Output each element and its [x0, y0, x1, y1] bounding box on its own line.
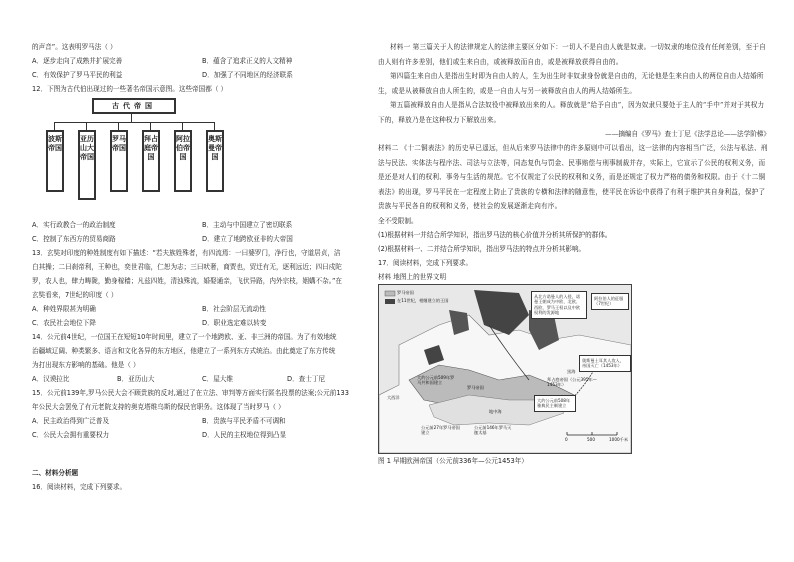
diagram-connector: [118, 122, 119, 130]
q11-option-a[interactable]: A．逐步走向了成熟并扩展完善: [32, 57, 123, 65]
empire-diagram: [40, 96, 260, 218]
material2-paragraph: 材料二 《十二铜表法》的历史早已遥远，但从后来罗马法律中的许多原则中可以看出，这一法律的内容相当广泛，公法与私法、刑法与民法、实体法与程序法、司法与立法等，同态复仇与罚金、民事赔偿与刑事制裁并存，实际上，它宣示了公民的权利义务，而是还是对人们的权利、事务与生活的规范。它不仅规定了公民的权利和义务，而是还规定了权力严格的债务和权限。由于《十二铜表法》的出现，罗马平民在一定程度上防止了贵族的专横和法律的随意性，使平民在诉讼中获得了有利于维护其自身利益，保护了贵族与平民各自的权利和义务，使社会的发展逐渐走向有序。: [378, 144, 768, 210]
q12-options-row2: [32, 232, 382, 246]
diagram-connector: [182, 122, 183, 130]
q15-option-a[interactable]: A．民主政治得到广泛普及: [32, 417, 110, 425]
material1-paragraph: 材料一 第三篇关于人的法律规定人的法律主要区分如下：一切人不是自由人就是奴隶。一切奴隶的地位没有任何差别，至于自由人则有许多差别，他们或生来自由，或被释放而自由，或是被释放获得自由的。: [378, 43, 766, 66]
diagram-connector: [214, 122, 215, 130]
material1-paragraph: 第五篇被释放自由人是指从合法奴役中被释放出来的人。释放就是“给予自由”，因为奴隶只要处于主人的“手中”并对于其权力下的，释放乃是在这种权力下解放出来。: [378, 101, 765, 124]
q15-option-b[interactable]: B．贵族与平民矛盾不可调和: [202, 417, 286, 425]
q11-option-c[interactable]: C．有效保护了罗马平民的利益: [32, 71, 123, 79]
q12-stem: 12．下图为古代伯出现过的一些著名帝国示意图。这些帝国都（ ）: [32, 85, 228, 93]
material1-paragraph: 第四篇生来自由人是指出生时即为自由人的人，生为出生时非奴隶身份就是自由的，无论他是生来自由人的两位自由人结婚所生，或是从被释放自由人所生的，或是一自由人与另一被释放自由人的两人结婚所生。: [378, 72, 764, 95]
scale-label: 1000千米: [609, 436, 629, 442]
q13-options-row2: [32, 316, 382, 330]
q15-stem-line: 15．公元前139年,罗马公民大会不顾贵族的反对,通过了在立法、审判等方面实行匿名投票的法案;公元前133: [32, 389, 349, 397]
q16-subquestion-1: (1)根据材料一并结合所学知识，指出罗马法的核心价值并分析其所保护的群体。: [378, 230, 612, 239]
q11-option-b[interactable]: B．蕴含了追求正义的人文精神: [202, 57, 293, 65]
q14-stem-line: 为打出现东方影响的基础。他是（ ）: [32, 361, 140, 369]
map-legend-kingdoms: 在11世纪，相继建立的王国: [397, 297, 449, 303]
empire-box-alexander: 亚历山大帝国: [78, 130, 96, 200]
scale-label: 500: [587, 436, 595, 442]
q15-options-row1: [32, 414, 382, 428]
map-label: 大约公元前509年罗马共和国建立: [417, 374, 455, 385]
section-heading: 二、材料分析题: [32, 469, 79, 477]
map-legend-roman: 罗马帝国: [397, 289, 414, 295]
q14-option-c[interactable]: C．屋大维: [202, 375, 233, 383]
q15-options-row2: [32, 428, 382, 442]
q13-options-row1: [32, 302, 382, 316]
q12-option-c[interactable]: C．控制了东西方的贸易商路: [32, 235, 116, 243]
empire-box-arab: 阿拉伯帝国: [174, 130, 192, 192]
q12-option-d[interactable]: D．建立了地跨欧亚非的大帝国: [202, 235, 293, 243]
q11-option-d[interactable]: D．加强了不同地区的经济联系: [202, 71, 293, 79]
q15-option-d[interactable]: D．人民的主权地位得到凸显: [202, 431, 287, 439]
q15-stem-line: 年公民大会罢免了有元老院支持的奥克塔维乌斯的保民官职务。这体现了当时罗马（ ）: [32, 403, 285, 411]
diagram-connector: [54, 122, 55, 130]
q13-stem-line: 玄奘看来，7世纪的印度（ ）: [32, 291, 118, 299]
map-annotation-box: 大约公元前508年雅典民主制建立: [534, 395, 576, 412]
q12-option-b[interactable]: B．主动与中国建立了密切联系: [202, 221, 293, 229]
empire-box-byzantine: 拜占庭帝国: [142, 130, 160, 192]
q15-option-c[interactable]: C．公民大会拥有重要权力: [32, 431, 110, 439]
scale-label: 0: [565, 436, 568, 442]
material1-source: ——摘编自《罗马》查士丁尼《法学总论——法学阶梯》: [605, 130, 770, 138]
map-caption: 图 1 早期欧洲帝国（公元前336年—公元1453年）: [378, 456, 528, 465]
right-column: [378, 40, 770, 468]
q13-stem-line: 罗，农人也，肆力畴陇，勤身稼穑；凡兹四姓，清浊殊流，婚娶通亲，飞伏异路，内外宗枝，姻媾不杂。”在: [32, 277, 343, 285]
material2-last-line: 全不受限制。: [378, 216, 418, 225]
q12-options-row1: [32, 218, 382, 232]
q11-options-row2: [32, 68, 382, 82]
empire-box-rome: 罗马帝国: [110, 130, 128, 192]
map-label: 黑海: [567, 368, 576, 374]
map-label: 公元前27年罗马帝国建立: [421, 424, 460, 435]
left-column: [32, 40, 382, 494]
spacer: [32, 442, 382, 466]
q12-option-a[interactable]: A．实行政教合一的政治制度: [32, 221, 116, 229]
diagram-connector: [86, 122, 87, 130]
q17-stem: 17．阅读材料，完成下列要求。: [378, 258, 473, 267]
q14-stem-line: 治疆域辽阔、种类繁多、语言和文化各异的东方地区，他建立了一系列东方式统治。由此奠定了东方传统: [32, 347, 336, 355]
q14-option-a[interactable]: A．汉谟拉比: [32, 375, 70, 383]
diagram-connector: [131, 114, 132, 122]
diagram-connector: [54, 122, 214, 123]
map-annotation-box: 从北方诺曼人的入侵，诺曼王朝成为中欧、北欧、西欧、罗马王权以及中欧权利的发源地: [531, 291, 587, 319]
map-annotation-box: 阿拉伯人的征服（7世纪）: [591, 293, 629, 310]
empire-box-persia: 波斯帝国: [46, 130, 64, 192]
diagram-connector: [150, 122, 151, 130]
q11-stem-tail: 的声音”。这表明罗马法（ ）: [32, 43, 117, 51]
q14-options-row: [32, 372, 382, 386]
map-label: 公元前146年罗马灭迦太基: [474, 424, 512, 435]
historical-map: [378, 284, 632, 454]
map-label: 拜占庭帝国（公元395年—1453年）: [547, 376, 597, 387]
q11-options-row1: [32, 54, 382, 68]
q13-option-d[interactable]: D．职业选定难以转变: [202, 319, 267, 327]
map-label: 大西洋: [387, 394, 400, 400]
q13-option-b[interactable]: B．社会阶层无流动性: [202, 305, 266, 313]
q13-option-a[interactable]: A．种姓界限甚为明确: [32, 305, 96, 313]
q13-option-c[interactable]: C．农民社会地位下降: [32, 319, 96, 327]
diagram-root-box: 古代帝国: [92, 98, 176, 114]
q14-option-b[interactable]: B．亚历山大: [117, 375, 155, 383]
q13-stem-line: 白其操；二曰刹帝利，王种也，奕世君临，仁恕为志；三曰吠奢，商贾也，贸迁有无，逐利远近；四曰戍陀: [32, 263, 342, 271]
empire-box-ottoman: 奥斯曼帝国: [206, 130, 224, 192]
map-label: 罗马帝国: [467, 384, 484, 390]
map-annotation-box: 奥斯曼土耳其人攻入，帝国灭亡（1453年）: [579, 355, 631, 372]
map-title: 材料 地图上的世界文明: [378, 272, 447, 281]
q13-stem-line: 13．玄奘对印度的种姓制度有如下描述：“若夫族姓殊者，有四流焉：一曰婆罗门，净行也，守道居贞，洁: [32, 249, 341, 257]
q16-stem: 16．阅读材料，完成下列要求。: [32, 483, 127, 491]
q14-stem-line: 14．公元前4世纪，一位国王在短短10年时间里，建立了一个地跨欧、亚、非三洲的帝国。为了有效地统: [32, 333, 337, 341]
q16-subquestion-2: (2)根据材料一、二并结合所学知识，指出罗马法的特点并分析其影响。: [378, 244, 586, 253]
map-label: 地中海: [489, 408, 502, 414]
q14-option-d[interactable]: D．查士丁尼: [287, 375, 326, 383]
